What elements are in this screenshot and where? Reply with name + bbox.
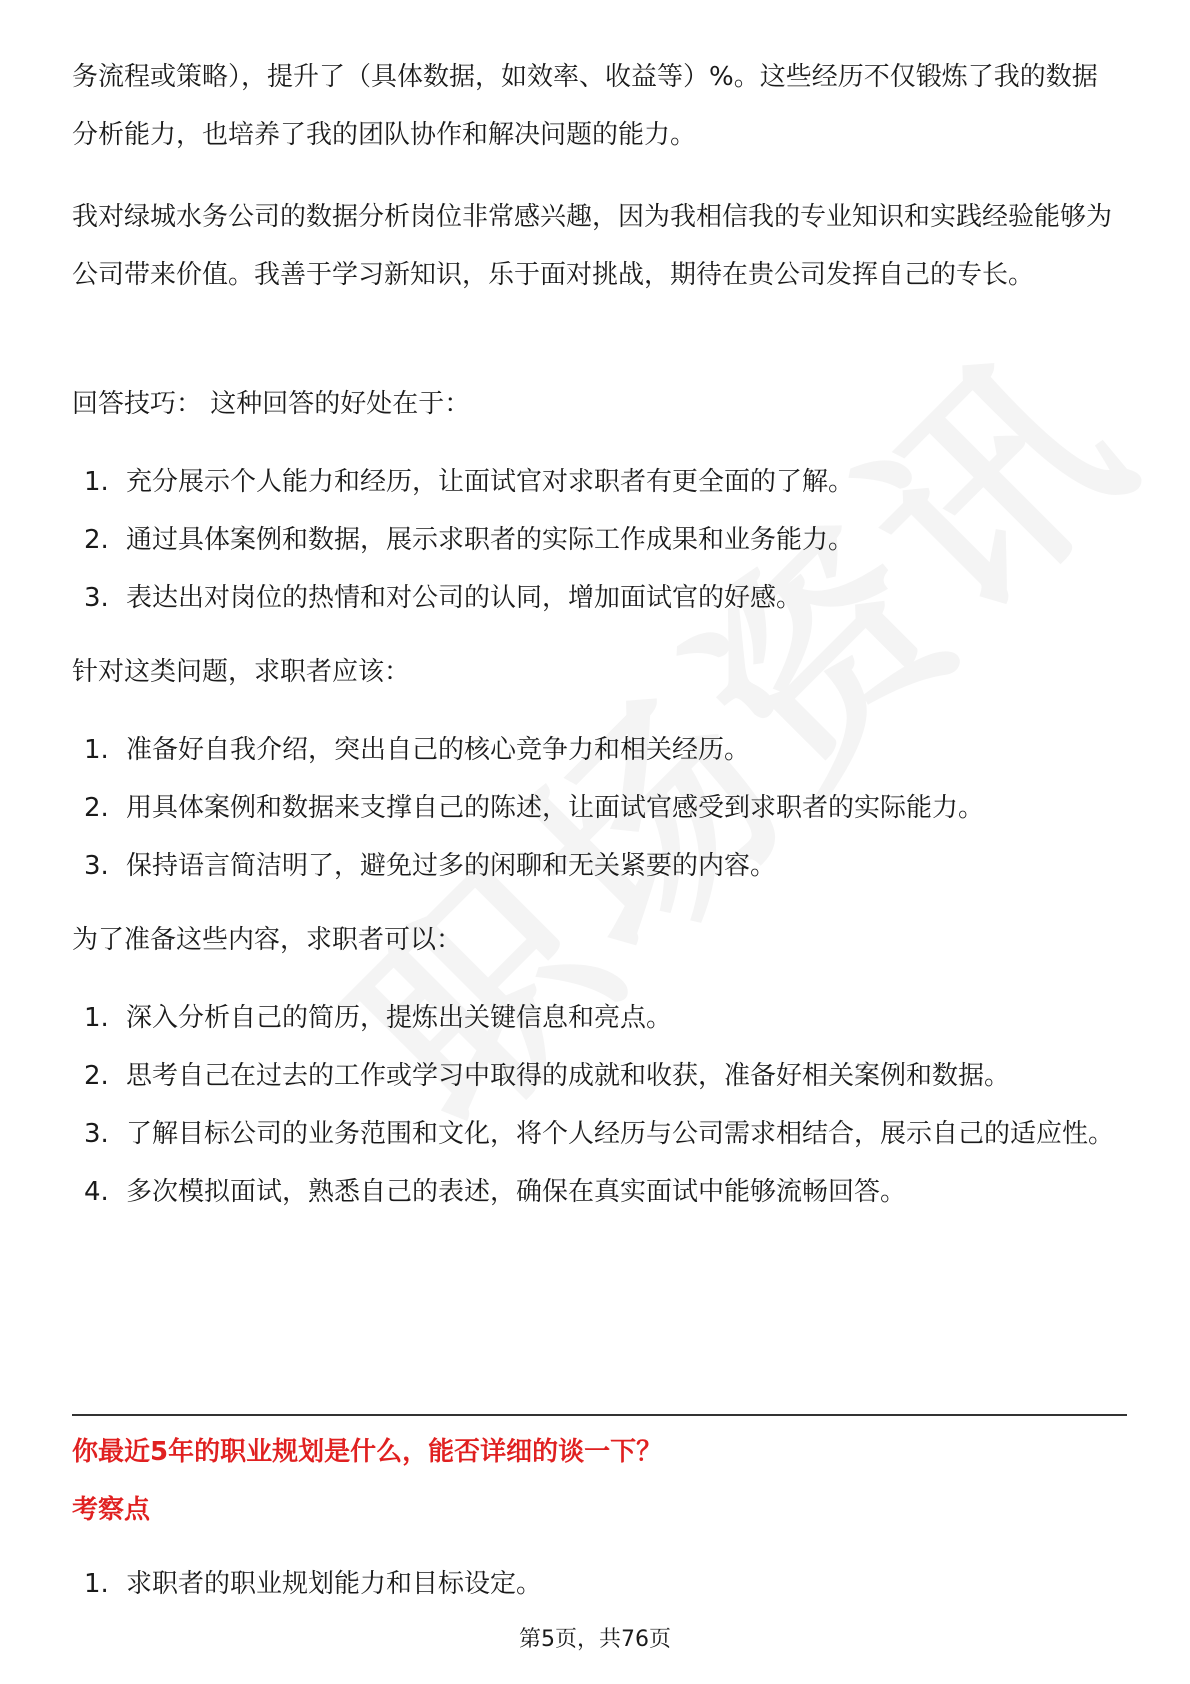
tips-heading: 回答技巧： 这种回答的好处在于： xyxy=(72,389,471,419)
tips-list xyxy=(72,453,1122,627)
intro-paragraph-2: 我对绿城水务公司的数据分析岗位非常感兴趣，因为我相信我的专业知识和实践经验能够为公司带来价值。我善于学习新知识，乐于面对挑战，期待在贵公司发挥自己的专长。 xyxy=(72,202,1113,290)
should-heading: 针对这类问题，求职者应该： xyxy=(72,657,411,687)
list-item: 4. 多次模拟面试，熟悉自己的表述，确保在真实面试中能够流畅回答。 xyxy=(84,1177,907,1207)
list-item: 2. 思考自己在过去的工作或学习中取得的成就和收获，准备好相关案例和数据。 xyxy=(84,1061,1011,1091)
should-list xyxy=(72,721,1122,895)
prepare-list xyxy=(72,989,1122,1221)
list-item: 3. 了解目标公司的业务范围和文化，将个人经历与公司需求相结合，展示自己的适应性。 xyxy=(84,1119,1115,1149)
page-footer: 第5页，共76页 xyxy=(519,1627,671,1652)
list-item: 1. 充分展示个人能力和经历，让面试官对求职者有更全面的了解。 xyxy=(84,467,855,497)
list-item: 1. 求职者的职业规划能力和目标设定。 xyxy=(84,1569,543,1599)
list-item: 2. 用具体案例和数据来支撑自己的陈述，让面试官感受到求职者的实际能力。 xyxy=(84,793,985,823)
list-item: 3. 保持语言简洁明了，避免过多的闲聊和无关紧要的内容。 xyxy=(84,851,777,881)
question-subtitle: 考察点 xyxy=(72,1495,151,1525)
list-item: 1. 准备好自我介绍，突出自己的核心竞争力和相关经历。 xyxy=(84,735,751,765)
list-item: 3. 表达出对岗位的热情和对公司的认同，增加面试官的好感。 xyxy=(84,583,803,613)
question-list xyxy=(72,1555,1122,1613)
list-item: 2. 通过具体案例和数据，展示求职者的实际工作成果和业务能力。 xyxy=(84,525,855,555)
section-divider xyxy=(72,1414,1127,1416)
question-title: 你最近5年的职业规划是什么，能否详细的谈一下？ xyxy=(72,1437,663,1467)
list-item: 1. 深入分析自己的简历，提炼出关键信息和亮点。 xyxy=(84,1003,673,1033)
prepare-heading: 为了准备这些内容，求职者可以： xyxy=(72,925,463,955)
intro-paragraph-1: 务流程或策略），提升了（具体数据，如效率、收益等）%。这些经历不仅锻炼了我的数据分析能力，也培养了我的团队协作和解决问题的能力。 xyxy=(72,62,1098,150)
